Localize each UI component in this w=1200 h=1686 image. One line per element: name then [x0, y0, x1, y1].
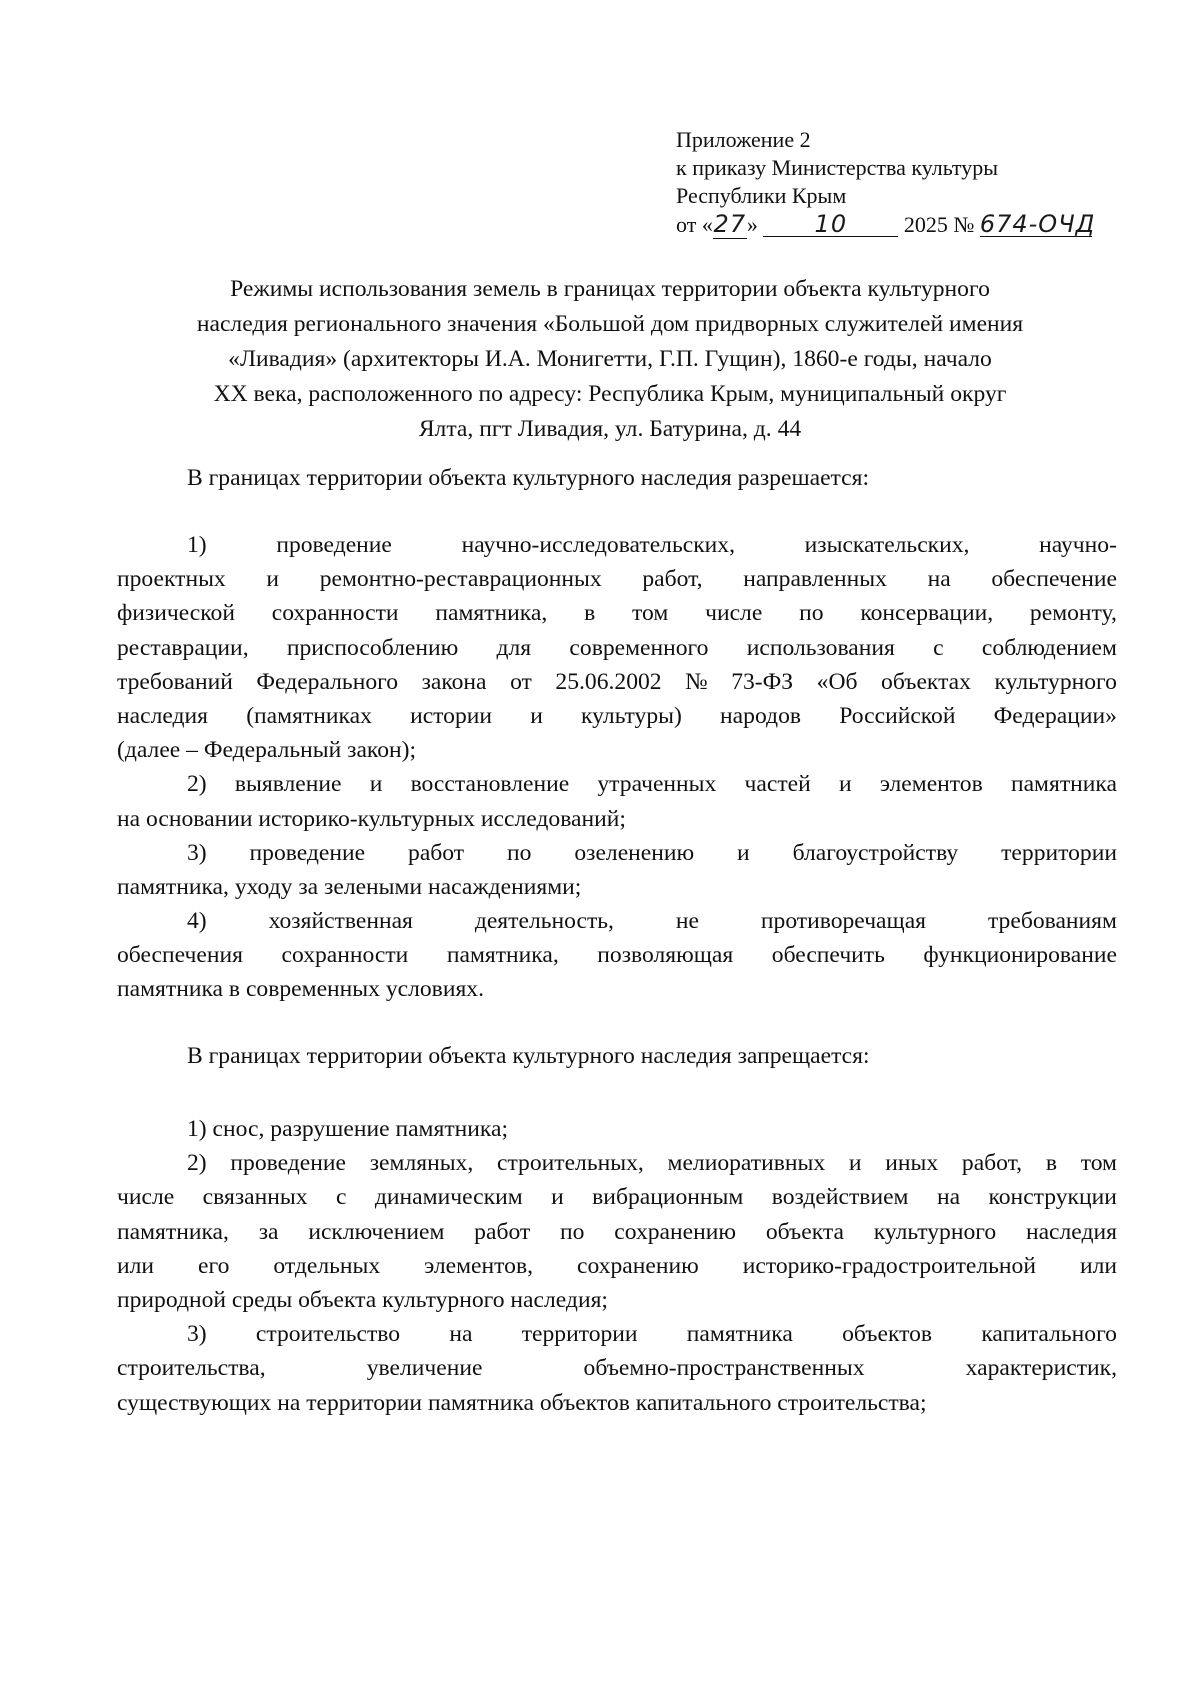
word: хозяйственная: [268, 908, 413, 935]
word: 2): [187, 771, 207, 798]
word: объектов: [842, 1321, 933, 1348]
word: и: [530, 702, 543, 729]
word: работ,: [961, 1150, 1023, 1177]
word: работ: [474, 1218, 531, 1245]
word: по: [799, 600, 824, 627]
word: приспособлению: [286, 634, 459, 661]
word: работ,: [642, 566, 703, 593]
word: памятника,: [435, 600, 548, 627]
word: в: [584, 600, 596, 627]
word: от: [510, 668, 532, 695]
word: проведение: [249, 839, 366, 866]
word: 4): [187, 908, 207, 935]
word: иных: [885, 1150, 939, 1177]
word: использования: [746, 634, 895, 661]
word: Федерации»: [993, 702, 1117, 729]
list-line: [117, 1180, 1117, 1214]
word: по: [560, 1218, 585, 1245]
word: народов: [720, 702, 802, 729]
word: соблюдением: [981, 634, 1117, 661]
word: воздействием: [771, 1184, 909, 1211]
word: и: [266, 566, 280, 593]
word: историко-градостроительной: [742, 1252, 1036, 1279]
word: требований: [117, 668, 233, 695]
word: обеспечение: [991, 566, 1117, 593]
list-line: [117, 1317, 1117, 1351]
word: и: [737, 839, 750, 866]
title-line: Ялта, пгт Ливадия, ул. Батурина, д. 44: [418, 416, 802, 442]
word: «Об: [816, 668, 858, 695]
word: 2): [187, 1150, 207, 1177]
word: научно-: [1039, 532, 1117, 558]
word: 3): [187, 839, 207, 866]
word: истории: [410, 702, 493, 729]
word: обеспечения: [117, 942, 243, 969]
title-line: Режимы использования земель в границах территории объекта культурного: [230, 276, 990, 302]
word: 1): [187, 532, 207, 558]
word: научно-исследовательских,: [461, 532, 735, 558]
word: земляных,: [369, 1150, 474, 1177]
word: сохранению: [576, 1252, 699, 1279]
word: в: [1045, 1150, 1057, 1177]
word: работ: [408, 839, 465, 866]
list-line: [117, 631, 1117, 665]
word: связанных: [202, 1184, 308, 1211]
word: том: [632, 600, 669, 627]
list-line: существующих на территории памятника объектов капитального строительства;: [117, 1389, 927, 1416]
word: и: [551, 1184, 564, 1211]
word: ремонту,: [1029, 600, 1117, 627]
title-line: XX века, расположенного по адресу: Республика Крым, муниципальный округ: [213, 381, 1007, 407]
word: том: [1080, 1150, 1117, 1177]
word: или: [1079, 1252, 1117, 1279]
word: для: [496, 634, 532, 661]
word: строительство: [255, 1321, 401, 1348]
word: №: [685, 668, 708, 695]
word: наследия: [1025, 1218, 1117, 1245]
word: на: [927, 566, 951, 593]
word: проведение: [230, 1150, 346, 1177]
word: территории: [1001, 839, 1117, 866]
word: объемно-пространственных: [583, 1355, 865, 1382]
list-line: [117, 1249, 1117, 1283]
list-line: [117, 1351, 1117, 1385]
list-line: памятника в современных условиях.: [117, 976, 484, 1003]
word: проектных: [117, 566, 226, 593]
word: на: [936, 1184, 961, 1211]
annex-date-line: [676, 210, 1096, 240]
word: обеспечить: [771, 942, 885, 969]
word: исключением: [308, 1218, 445, 1245]
list-line: [117, 665, 1117, 699]
list-line: [117, 904, 1117, 938]
list-line: [117, 836, 1117, 870]
word: вибрационным: [592, 1184, 744, 1211]
word: 25.06.2002: [555, 668, 662, 695]
word: консервации,: [860, 600, 994, 627]
word: реставрации,: [117, 634, 249, 661]
word: конструкции: [988, 1184, 1117, 1211]
word: физической: [117, 600, 235, 627]
list-line: памятника, уходу за зелеными насаждениями;: [117, 873, 582, 900]
annex-header: [676, 126, 1096, 240]
handwritten-number: 674-ОЧД: [979, 210, 1096, 238]
word: требованиям: [987, 908, 1117, 935]
word: памятника: [1010, 771, 1117, 798]
word: динамическим: [374, 1184, 523, 1211]
word: (памятниках: [246, 702, 372, 729]
word: сохранности: [271, 600, 399, 627]
date-year: 2025 №: [903, 212, 975, 237]
word: строительных,: [496, 1150, 644, 1177]
word: 3): [187, 1321, 207, 1348]
word: мелиоративных: [667, 1150, 826, 1177]
word: его: [198, 1252, 230, 1279]
prohibited-list: [117, 1112, 1117, 1420]
list-line: [117, 528, 1117, 562]
list-line: на основании историко-культурных исследований;: [117, 805, 626, 832]
word: объектах: [881, 668, 971, 695]
word: сохранению: [614, 1218, 737, 1245]
word: изыскательских,: [804, 532, 970, 558]
list-line: 1) снос, разрушение памятника;: [187, 1116, 509, 1142]
annex-republic: Республики Крым: [676, 183, 847, 208]
word: по: [507, 839, 532, 866]
list-line: [117, 562, 1117, 596]
list-line: [117, 1215, 1117, 1249]
word: Федерального: [256, 668, 399, 695]
word: строительства,: [117, 1355, 266, 1382]
word: памятника: [686, 1321, 793, 1348]
document-title: [130, 272, 1090, 447]
word: и: [369, 771, 383, 798]
word: территории: [521, 1321, 638, 1348]
word: сохранности: [281, 942, 409, 969]
word: с: [933, 634, 944, 661]
word: культуры): [581, 702, 682, 729]
word: ремонтно-реставрационных: [319, 566, 602, 593]
word: благоустройству: [792, 839, 959, 866]
handwritten-day: 27: [713, 210, 747, 238]
word: на: [449, 1321, 473, 1348]
word: объекта: [765, 1218, 844, 1245]
word: наследия: [117, 702, 208, 729]
word: озеленению: [574, 839, 695, 866]
word: увеличение: [366, 1355, 483, 1382]
list-line: [117, 699, 1117, 733]
allowed-list: [117, 528, 1117, 1007]
word: деятельность,: [474, 908, 614, 935]
prohibited-heading: В границах территории объекта культурного наследия запрещается:: [187, 1043, 870, 1069]
title-line: «Ливадия» (архитекторы И.А. Монигетти, Г.П. Гущин), 1860-е годы, начало: [228, 346, 992, 372]
word: утраченных: [597, 771, 717, 798]
word: отдельных: [273, 1252, 381, 1279]
date-prefix: от «: [676, 212, 713, 237]
word: позволяющая: [597, 942, 734, 969]
list-line: [117, 938, 1117, 972]
word: противоречащая: [760, 908, 927, 935]
word: восстановление: [410, 771, 570, 798]
allowed-heading: В границах территории объекта культурного наследия разрешается:: [187, 465, 870, 491]
word: направленных: [743, 566, 887, 593]
list-line: (далее – Федеральный закон);: [117, 737, 417, 764]
word: частей: [744, 771, 811, 798]
date-suffix: »: [746, 212, 758, 237]
word: капитального: [981, 1321, 1117, 1348]
word: проведение: [276, 532, 392, 558]
word: выявление: [234, 771, 342, 798]
annex-order-ref: к приказу Министерства культуры: [676, 155, 999, 180]
word: за: [258, 1218, 279, 1245]
word: элементов,: [424, 1252, 533, 1279]
word: современного: [569, 634, 709, 661]
list-line: [117, 1146, 1117, 1180]
handwritten-month: 10: [763, 212, 898, 237]
word: функционирование: [923, 942, 1117, 969]
list-line: природной среды объекта культурного наследия;: [117, 1286, 608, 1313]
word: числе: [705, 600, 763, 627]
word: не: [675, 908, 699, 935]
word: и: [838, 771, 852, 798]
word: числе: [117, 1184, 175, 1211]
word: культурного: [994, 668, 1117, 695]
annex-title: Приложение 2: [676, 127, 811, 152]
word: 73-ФЗ: [731, 668, 794, 695]
list-line: [117, 596, 1117, 630]
word: памятника,: [117, 1218, 229, 1245]
word: закона: [421, 668, 487, 695]
word: и: [848, 1150, 862, 1177]
word: или: [117, 1252, 155, 1279]
word: с: [335, 1184, 347, 1211]
word: характеристик,: [965, 1355, 1117, 1382]
word: памятника,: [446, 942, 559, 969]
title-line: наследия регионального значения «Большой дом придворных служителей имения: [196, 311, 1024, 337]
list-line: [117, 767, 1117, 801]
word: культурного: [873, 1218, 997, 1245]
word: Российской: [839, 702, 956, 729]
word: элементов: [879, 771, 983, 798]
